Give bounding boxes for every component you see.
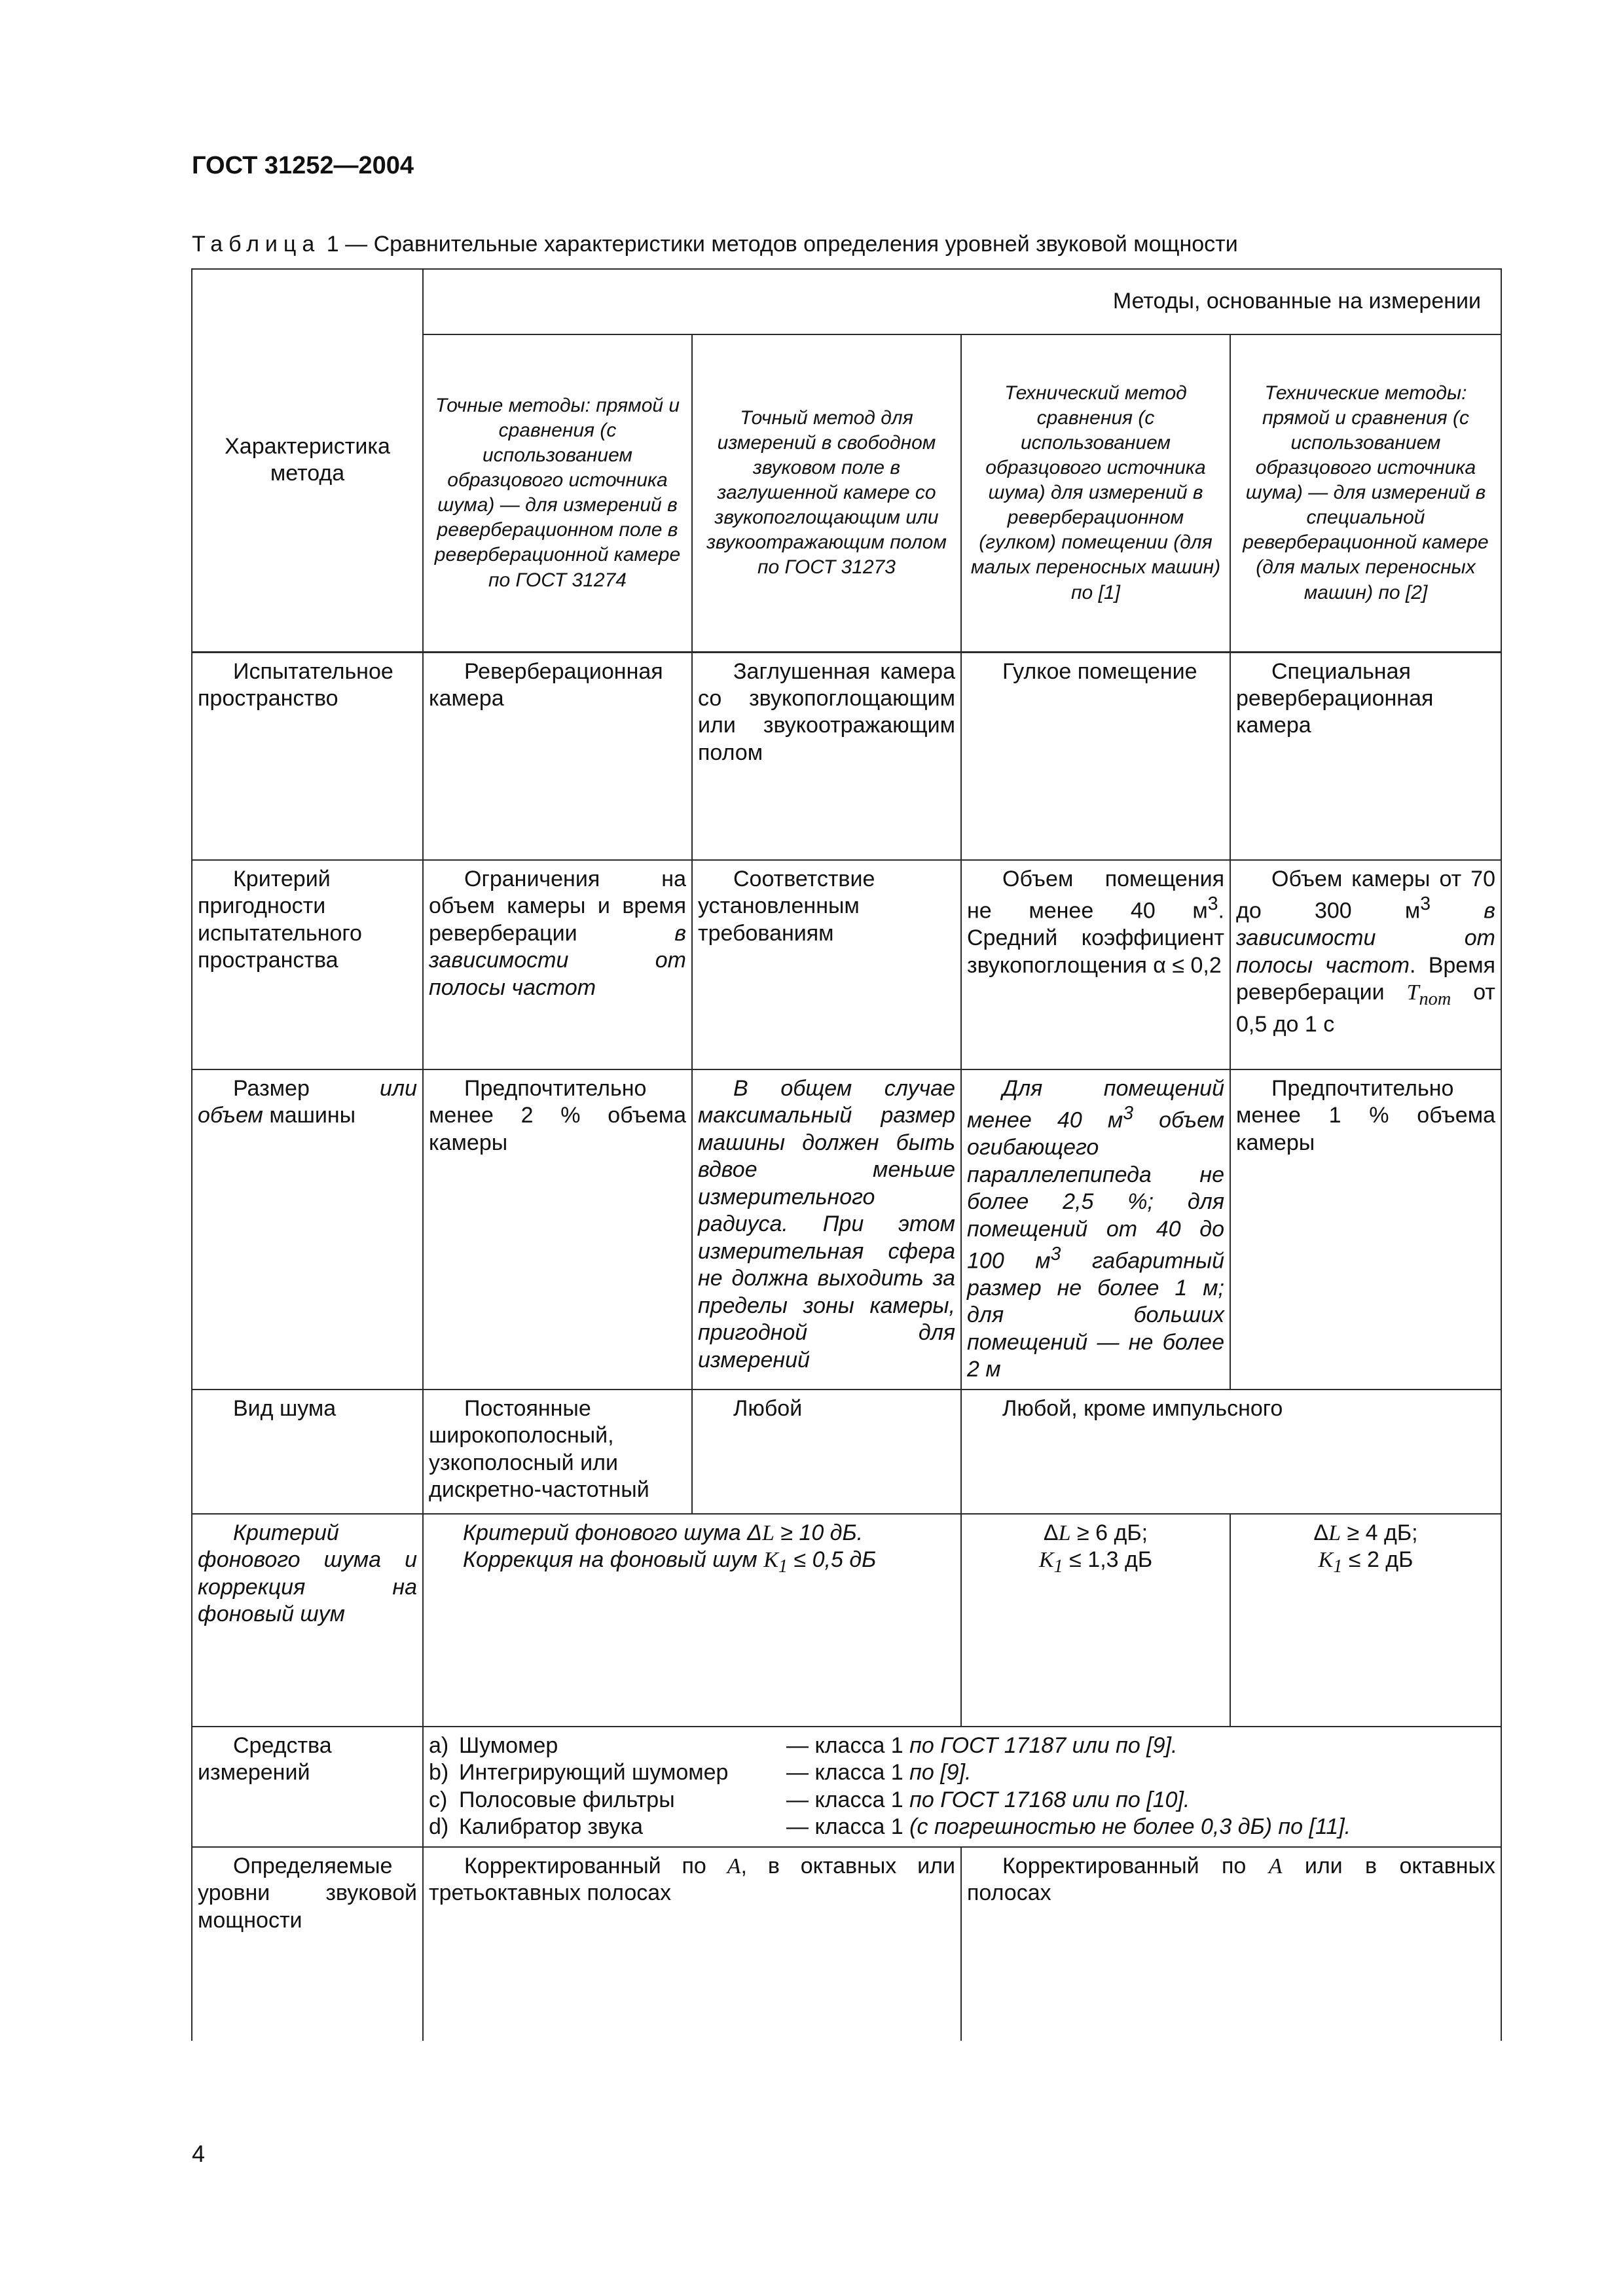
- page-number: 4: [192, 2140, 206, 2167]
- instrument-name: Полосовые фильтры: [459, 1787, 675, 1812]
- cell-space-2: Заглушенная камера со звукопоглощающим или звукоотражающим полом: [692, 652, 961, 860]
- row-test-space: [192, 652, 1501, 860]
- instrument-letter: а): [429, 1732, 449, 1758]
- instrument-letter: c): [429, 1787, 448, 1812]
- instrument-class: — класса 1 по ГОСТ 17187 или по [9].: [786, 1732, 1178, 1758]
- cell-background-4: ΔL ≥ 4 дБ; $K_1 \le 2$ дБ: [1230, 1514, 1501, 1727]
- instrument-name: Калибратор звука: [459, 1814, 643, 1840]
- row-label-machine-size: Размер или объем машины: [192, 1069, 423, 1390]
- cell-suitability-1: Ограничения на объем камеры и время реверберации в зависимости от полосы частот: [423, 860, 692, 1069]
- header-methods: Методы, основанные на измерении: [423, 269, 1501, 334]
- cell-suitability-2: Соответствие установленным требованиям: [692, 860, 961, 1069]
- caption-text: 1 — Сравнительные характеристики методов определения уровней звуковой мощности: [326, 232, 1238, 257]
- row-label-suitability: Критерий пригодности испытательного пространства: [192, 860, 423, 1069]
- cell-size-2: В общем случае максимальный размер машины должен быть вдвое меньше измерительного радиуса. При этом измерительная сфера не должна выходить за пределы зоны камеры, пригодной для измерений: [692, 1069, 961, 1390]
- cell-levels-12: Корректированный по А, в октавных или третьоктавных полосах: [423, 1847, 961, 2041]
- row-label-power-levels: Определяемые уровни звуковой мощности: [192, 1847, 423, 2041]
- header-col-2: Точный метод для измерений в свободном звуковом поле в заглушенной камере со звукопоглощающим или звукоотражающим полом по ГОСТ 31273: [692, 334, 961, 652]
- document-code: ГОСТ 31252—2004: [192, 152, 414, 179]
- cell-size-1: Предпочтительно менее 2 % объема камеры: [423, 1069, 692, 1390]
- row-label-test-space: Испытательное пространство: [192, 652, 423, 860]
- caption-label: Таблица: [192, 232, 321, 257]
- cell-instruments: [423, 1727, 1501, 1847]
- cell-suitability-4: Объем камеры от 70 до 300 $м^3$ в зависимости от полосы частот. Время реверберации $T_{nom}$ от 0,5 до 1 с: [1230, 860, 1501, 1069]
- row-label-noise-type: Вид шума: [192, 1390, 423, 1514]
- row-noise-type: [192, 1390, 1501, 1514]
- cell-suitability-3: Объем помещения не менее 40 $м^3$. Средний коэффициент звукопоглощения α ≤ 0,2: [961, 860, 1230, 1069]
- cell-space-1: Реверберационная камера: [423, 652, 692, 860]
- instrument-name: Интегрирующий шумомер: [459, 1760, 729, 1785]
- cell-levels-34: Корректированный по А или в октавных полосах: [961, 1847, 1501, 2041]
- instrument-letter: d): [429, 1814, 449, 1840]
- cell-noise-34: Любой, кроме импульсного: [961, 1390, 1501, 1514]
- instrument-class: — класса 1 по ГОСТ 17168 или по [10].: [786, 1787, 1190, 1812]
- cell-noise-1: Постоянные широкополосный, узкополосный или дискретно-частотный: [423, 1390, 692, 1514]
- cell-space-4: Специальная реверберационная камера: [1230, 652, 1501, 860]
- cell-background-12: Критерий фонового шума ΔL ≥ 10 дБ. Коррекция на фоновый шум $K_1 \le 0,5$ дБ: [423, 1514, 961, 1727]
- header-col-4: Технические методы: прямой и сравнения (с использованием образцового источника шума) — для измерений в специальной реверберационной камере (для малых переносных машин) по [2]: [1230, 334, 1501, 652]
- row-background: [192, 1514, 1501, 1727]
- row-label-instruments: Средства измерений: [192, 1727, 423, 1847]
- row-instruments: [192, 1727, 1501, 1847]
- comparison-table: [191, 268, 1502, 2041]
- header-row-1: [192, 269, 1501, 334]
- instrument-class: — класса 1 (с погрешностью не более 0,3 дБ) по [11].: [786, 1814, 1351, 1840]
- cell-size-3: Для помещений менее 40 $м^3$ объем огибающего параллелепипеда не более 2,5 %; для помещений от 40 до 100 $м^3$ габаритный размер не более 1 м; для больших помещений — не более 2 м: [961, 1069, 1230, 1390]
- row-power-levels: [192, 1847, 1501, 2041]
- instrument-letter: b): [429, 1760, 449, 1785]
- instruments-list: [429, 1732, 1495, 1841]
- table-caption: [192, 232, 1238, 257]
- header-col-3: Технический метод сравнения (с использованием образцового источника шума) для измерений в реверберационном (гулком) помещении (для малых переносных машин) по [1]: [961, 334, 1230, 652]
- cell-noise-2: Любой: [692, 1390, 961, 1514]
- cell-background-3: ΔL ≥ 6 дБ; $K_1 \le 1,3$ дБ: [961, 1514, 1230, 1727]
- cell-size-4: Предпочтительно менее 1 % объема камеры: [1230, 1069, 1501, 1390]
- header-col-1: Точные методы: прямой и сравнения (с использованием образцового источника шума) — для измерений в реверберационном поле в реверберационной камере по ГОСТ 31274: [423, 334, 692, 652]
- row-label-background: Критерий фонового шума и коррекция на фоновый шум: [192, 1514, 423, 1727]
- row-machine-size: [192, 1069, 1501, 1390]
- header-characteristic: Характеристика метода: [192, 269, 423, 652]
- instrument-class: — класса 1 по [9].: [786, 1760, 972, 1785]
- cell-space-3: Гулкое помещение: [961, 652, 1230, 860]
- row-suitability: [192, 860, 1501, 1069]
- instrument-name: Шумомер: [459, 1732, 558, 1758]
